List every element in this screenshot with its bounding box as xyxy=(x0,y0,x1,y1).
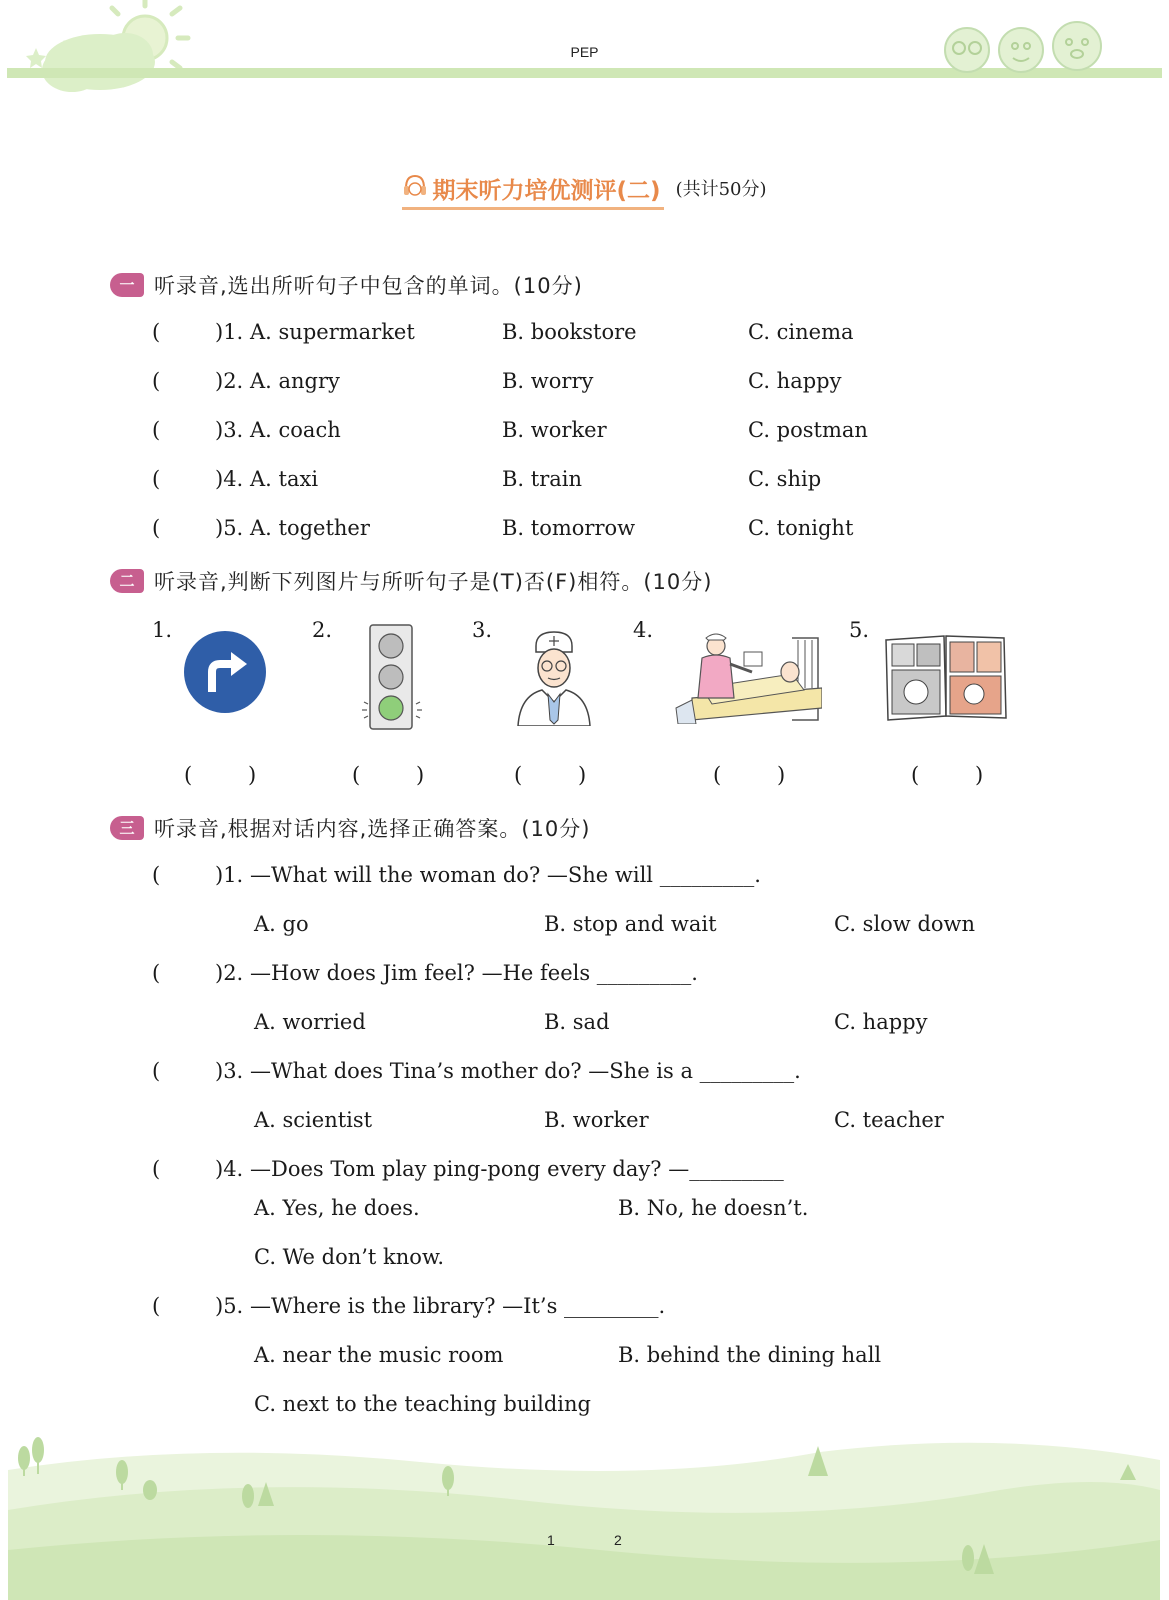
answer-paren[interactable]: ( xyxy=(352,763,361,787)
option-c: C. slow down xyxy=(834,912,976,936)
question-number: )2. xyxy=(215,961,244,985)
picture-number: 5. xyxy=(849,618,870,642)
title-block xyxy=(0,172,1169,210)
question-number: )3. xyxy=(215,418,244,442)
answer-paren: ) xyxy=(248,763,257,787)
option-c: C. ship xyxy=(748,467,822,491)
series-label: PEP xyxy=(570,44,599,60)
option-b: B. worker xyxy=(544,1108,649,1132)
answer-paren[interactable]: ( xyxy=(152,863,161,887)
option-c: C. happy xyxy=(748,369,842,393)
monkey-icon xyxy=(999,28,1043,72)
option-a: A. coach xyxy=(250,418,341,442)
option-a: A. supermarket xyxy=(250,320,415,344)
option-a: A. Yes, he does. xyxy=(254,1196,420,1220)
picture-number: 1. xyxy=(152,618,173,642)
option-a: A. taxi xyxy=(250,467,319,491)
headphones-icon xyxy=(402,172,428,200)
answer-paren: ) xyxy=(416,763,425,787)
option-c: C. postman xyxy=(748,418,868,442)
answer-paren[interactable]: ( xyxy=(152,467,161,491)
picture-number: 4. xyxy=(633,618,654,642)
option-b: B. No, he doesn’t. xyxy=(618,1196,809,1220)
page-title xyxy=(402,172,664,210)
option-a: A. near the music room xyxy=(254,1343,504,1367)
answer-paren: ) xyxy=(975,763,984,787)
nurse-patient-icon xyxy=(672,628,822,724)
answer-paren[interactable]: ( xyxy=(152,418,161,442)
section-1-badge: 一 xyxy=(110,273,144,297)
option-a: A. scientist xyxy=(254,1108,373,1132)
question-text: —What does Tina’s mother do? —She is a _________. xyxy=(250,1059,801,1083)
option-b: B. worker xyxy=(502,418,607,442)
question-number: )2. xyxy=(215,369,244,393)
doctor-icon xyxy=(512,628,596,726)
title-text: 期末听力培优测评(二) xyxy=(432,178,661,204)
option-b: B. bookstore xyxy=(502,320,637,344)
total-score: (共计50分) xyxy=(675,179,767,200)
picture-number: 3. xyxy=(472,618,493,642)
answer-paren[interactable]: ( xyxy=(713,763,722,787)
option-c: C. next to the teaching building xyxy=(254,1392,591,1416)
answer-paren[interactable]: ( xyxy=(514,763,523,787)
question-number: )3. xyxy=(215,1059,244,1083)
option-c: C. cinema xyxy=(748,320,854,344)
page-number-right: 2 xyxy=(614,1532,622,1548)
bear-icon xyxy=(1053,22,1101,70)
section-3-title: 听录音,根据对话内容,选择正确答案。(10分) xyxy=(154,817,591,841)
question-number: )1. xyxy=(215,320,244,344)
section-2-title: 听录音,判断下列图片与所听句子是(T)否(F)相符。(10分) xyxy=(154,570,713,594)
question-text: —How does Jim feel? —He feels _________. xyxy=(250,961,698,985)
section-2-badge: 二 xyxy=(110,569,144,593)
answer-paren[interactable]: ( xyxy=(152,320,161,344)
option-c: C. tonight xyxy=(748,516,854,540)
answer-paren[interactable]: ( xyxy=(911,763,920,787)
option-b: B. sad xyxy=(544,1010,610,1034)
picture-number: 2. xyxy=(312,618,333,642)
page-number-left: 1 xyxy=(547,1532,555,1548)
question-text: —What will the woman do? —She will _________. xyxy=(250,863,761,887)
section-3-badge: 三 xyxy=(110,816,144,840)
question-number: )5. xyxy=(215,516,244,540)
cloud-icon xyxy=(42,33,155,92)
owl-icon xyxy=(945,28,989,72)
comic-book-icon xyxy=(884,632,1008,722)
option-b: B. tomorrow xyxy=(502,516,636,540)
answer-paren: ) xyxy=(578,763,587,787)
footer-hills-decoration xyxy=(0,1430,1169,1600)
question-number: )1. xyxy=(215,863,244,887)
traffic-light-icon xyxy=(360,622,424,732)
question-text: —Where is the library? —It’s _________. xyxy=(250,1294,666,1318)
option-c: C. teacher xyxy=(834,1108,944,1132)
answer-paren: ) xyxy=(777,763,786,787)
section-1-title: 听录音,选出所听句子中包含的单词。(10分) xyxy=(154,274,583,298)
option-b: B. stop and wait xyxy=(544,912,717,936)
question-number: )5. xyxy=(215,1294,244,1318)
option-a: A. worried xyxy=(254,1010,366,1034)
question-number: )4. xyxy=(215,467,244,491)
turn-right-sign-icon xyxy=(183,630,267,714)
answer-paren[interactable]: ( xyxy=(152,369,161,393)
option-a: A. go xyxy=(254,912,309,936)
answer-paren[interactable]: ( xyxy=(152,1059,161,1083)
option-b: B. behind the dining hall xyxy=(618,1343,882,1367)
option-b: B. train xyxy=(502,467,583,491)
option-a: A. together xyxy=(250,516,370,540)
option-b: B. worry xyxy=(502,369,594,393)
question-text: —Does Tom play ping-pong every day? —_________ xyxy=(250,1157,784,1181)
option-a: A. angry xyxy=(250,369,340,393)
answer-paren[interactable]: ( xyxy=(152,961,161,985)
option-c: C. happy xyxy=(834,1010,928,1034)
answer-paren[interactable]: ( xyxy=(152,516,161,540)
answer-paren[interactable]: ( xyxy=(152,1294,161,1318)
header-animals-decoration xyxy=(935,14,1115,74)
option-c: C. We don’t know. xyxy=(254,1245,445,1269)
question-number: )4. xyxy=(215,1157,244,1181)
answer-paren[interactable]: ( xyxy=(184,763,193,787)
answer-paren[interactable]: ( xyxy=(152,1157,161,1181)
